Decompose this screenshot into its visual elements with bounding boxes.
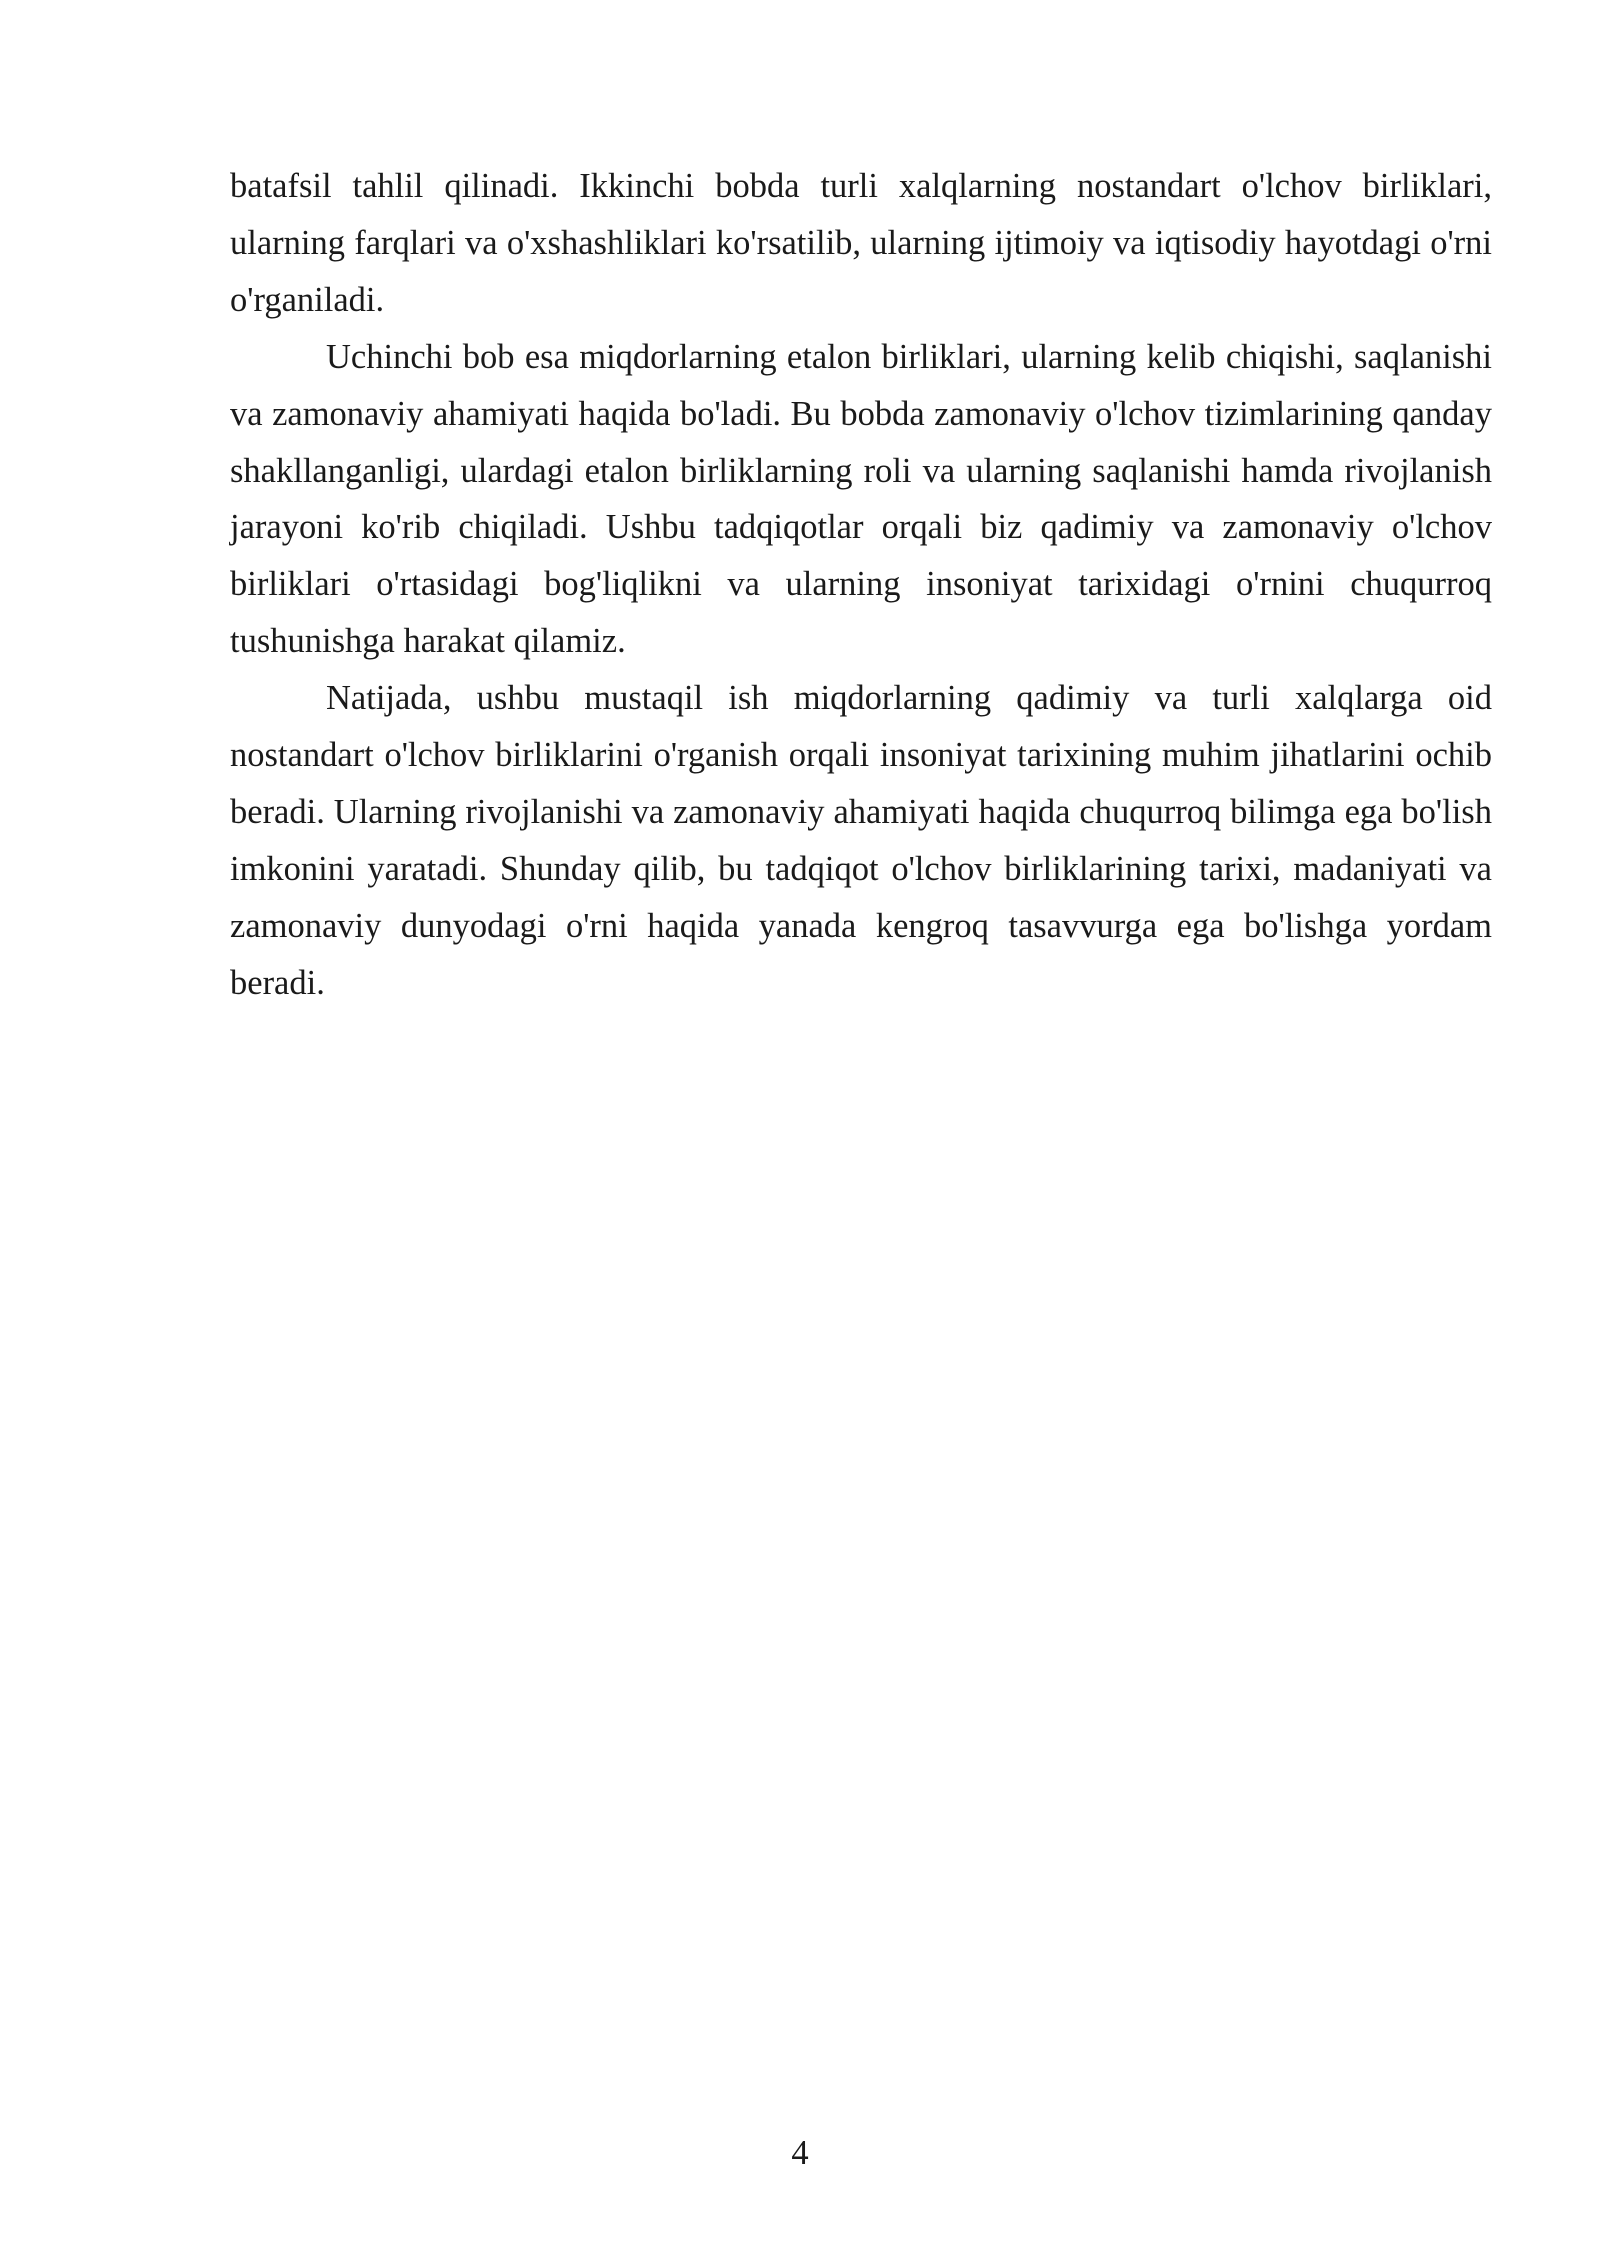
page-number: 4 xyxy=(791,2134,809,2172)
paragraph-third-chapter: Uchinchi bob esa miqdorlarning etalon birliklari, ularning kelib chiqishi, saqlanishi va zamonaviy ahamiyati haqida bo'ladi. Bu bobda zamonaviy o'lchov tizimlarining qanday shakllanganligi, ulardagi etalon birliklarning roli va ularning saqlanishi hamda rivojlanish jarayoni ko'rib chiqiladi. Ushbu tadqiqotlar orqali biz qadimiy va zamonaviy o'lchov birliklari o'rtasidagi bog'liqlikni va ularning insoniyat tarixidagi o'rnini chuqurroq tushunishga harakat qilamiz. xyxy=(230,337,1492,661)
paragraph-conclusion: Natijada, ushbu mustaqil ish miqdorlarning qadimiy va turli xalqlarga oid nostandart o'lchov birliklarini o'rganish orqali insoniyat tarixining muhim jihatlarini ochib beradi. Ularning rivojlanishi va zamonaviy ahamiyati haqida chuqurroq bilimga ega bo'lish imkonini yaratadi. Shunday qilib, bu tadqiqot o'lchov birliklarining tarixi, madaniyati va zamonaviy dunyodagi o'rni haqida yanada kengroq tasavvurga ega bo'lishga yordam beradi. xyxy=(230,679,1492,1002)
paragraph-continuation: batafsil tahlil qilinadi. Ikkinchi bobda turli xalqlarning nostandart o'lchov birliklari, ularning farqlari va o'xshashliklari ko'rsatilib, ularning ijtimoiy va iqtisodiy hayotdagi o'rni o'rganiladi. xyxy=(230,167,1492,319)
body-text xyxy=(230,158,1492,1012)
